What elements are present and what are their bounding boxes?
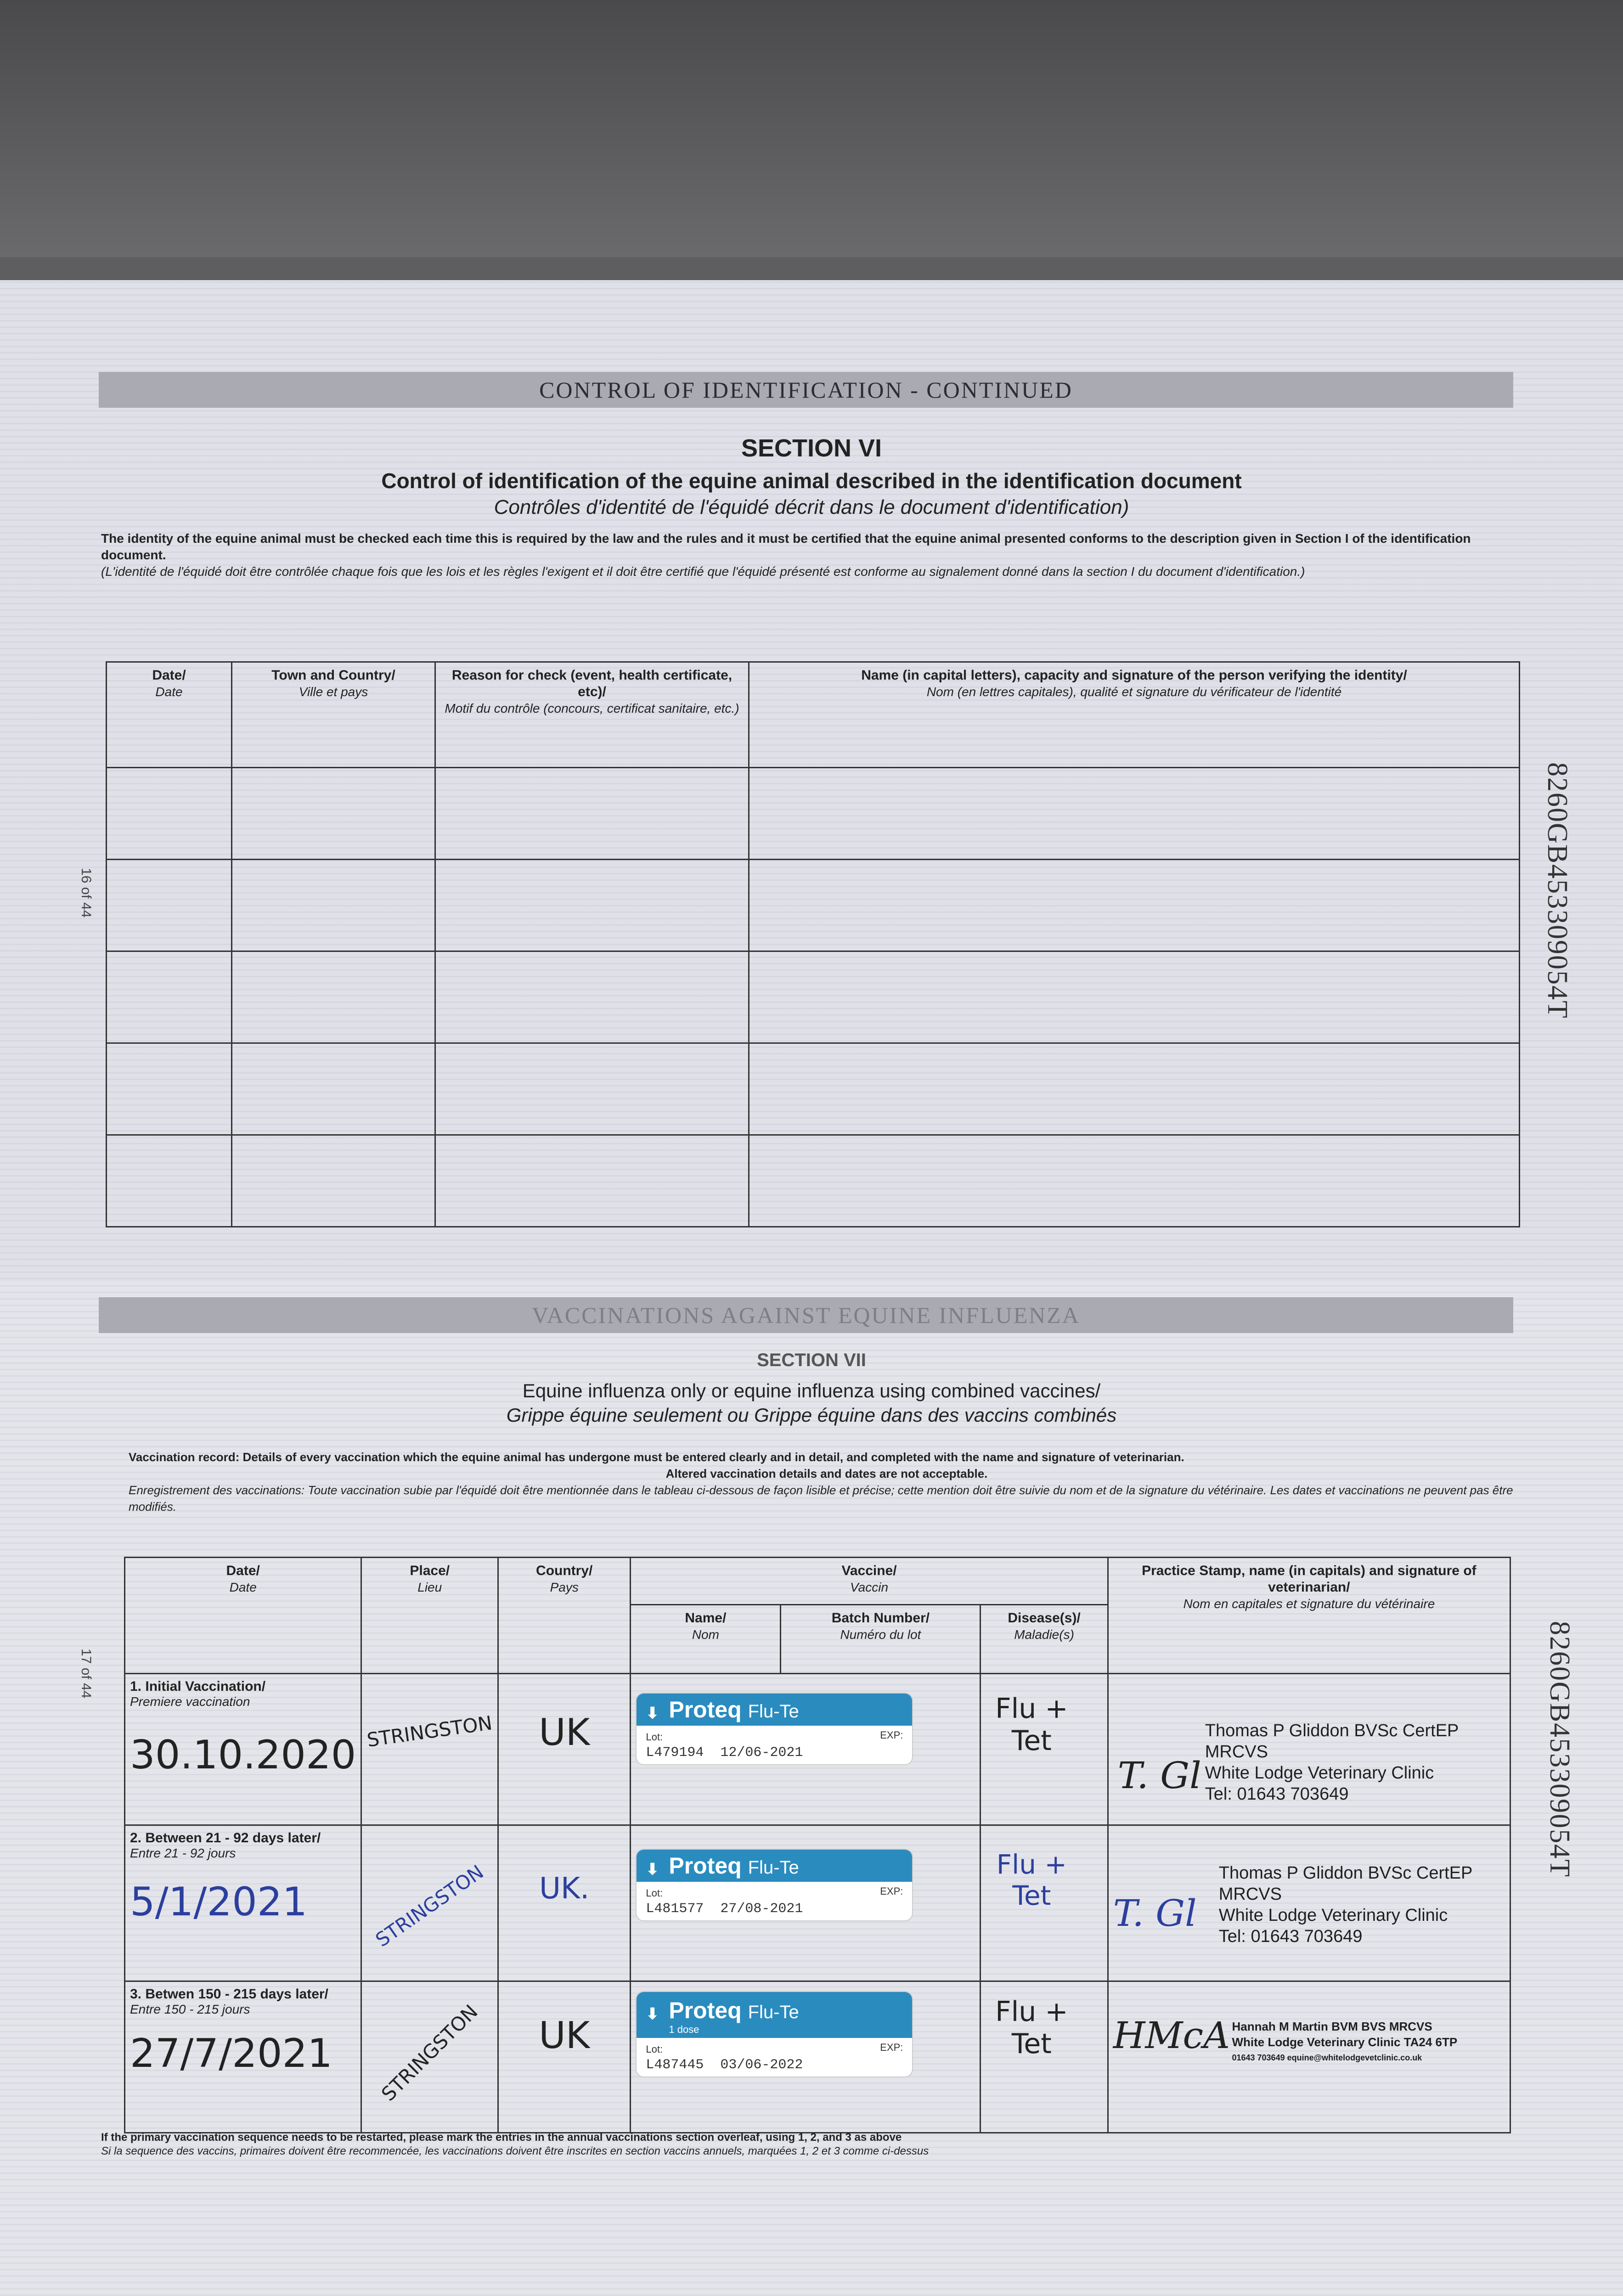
vaccination-row-1 — [125, 1674, 1510, 1825]
col-date: Date/ Date — [125, 1558, 361, 1674]
col-batch: Batch Number/ Numéro du lot — [781, 1605, 981, 1674]
vaccine-sticker-cell — [631, 1674, 981, 1825]
vaccine-sticker-cell — [631, 1981, 981, 2133]
disease-cell: Flu + Tet — [981, 1825, 1108, 1981]
col-vaccine-name: Name/ Nom — [631, 1605, 781, 1674]
arrow-icon: ⬇ — [646, 1705, 659, 1722]
stamp-cell: HMcA Hannah M Martin BVM BVS MRCVS White Lodge Veterinary Clinic TA24 6TP 01643 703649 equine@whitelodgevetclinic.co.uk — [1108, 1981, 1510, 2133]
identification-table — [106, 661, 1520, 1227]
col-vaccine: Vaccine/ Vaccin — [631, 1558, 1108, 1605]
intro-french: (L'identité de l'équidé doit être contrôlée chaque fois que les lois et les règles l'exigent et il doit être certifié que l'équidé présenté est conforme au signalement donné dans la section I du document d'identification.) — [101, 564, 1305, 579]
vaccine-sticker: ⬇ Proteq Flu-Te 1 dose Lot: EXP: L487445 03/06-2022 — [636, 1991, 913, 2077]
intro-text — [101, 530, 1488, 580]
stamp-cell: Thomas P Gliddon BVSc CertEP MRCVS White Lodge Veterinary Clinic Tel: 01643 703649 T. Gl — [1108, 1674, 1510, 1825]
vaccine-sticker: ⬇ Proteq Flu-Te Lot: EXP: L479194 12/06-2021 — [636, 1693, 913, 1765]
record-text: Vaccination record: Details of every vaccination which the equine animal has undergone must be entered clearly and in detail, and completed with the name and signature of veterinarian. Altered vaccination details and dates are not acceptable. Enregistrement des vaccinations: Toute vaccination subie par l'équidé doit être mentionnée dans le tableau ci-dessous de façon lisible et précise; cette mention doit être suivie du nom et de la signature du vétérinaire. Les dates et vaccinations ne peuvent pas être modifiés. — [129, 1450, 1513, 1514]
disease-cell: Flu + Tet — [981, 1981, 1108, 2133]
section-title: SECTION VII — [757, 1350, 866, 1370]
arrow-icon: ⬇ — [646, 2005, 659, 2023]
section-banner: VACCINATIONS AGAINST EQUINE INFLUENZA — [99, 1297, 1513, 1333]
footnote: If the primary vaccination sequence needs to be restarted, please mark the entries in the annual vaccinations section overleaf, using 1, 2, and 3 as above Si la sequence des vaccins, primaires doivent être recommencée, les vaccinations doivent être inscrites en section vaccins annuels, marquées 1, 2 et 3 comme ci-dessus — [101, 2131, 929, 2157]
arrow-icon: ⬇ — [646, 1861, 659, 1878]
stamp-cell: Thomas P Gliddon BVSc CertEP MRCVS White Lodge Veterinary Clinic Tel: 01643 703649 T. Gl — [1108, 1825, 1510, 1981]
section-title: SECTION VI — [741, 434, 882, 462]
table-row — [107, 951, 1520, 1043]
vaccine-sticker: ⬇ Proteq Flu-Te Lot: EXP: L481577 27/08-2021 — [636, 1849, 913, 1921]
intro-english: The identity of the equine animal must be checked each time this is required by the law and the rules and it must be certified that the equine animal presented conforms to the description given in Section I of the identification document. — [101, 531, 1471, 562]
page-number: 16 of 44 — [79, 868, 94, 918]
country-cell: UK — [498, 1674, 631, 1825]
col-place: Place/ Lieu — [361, 1558, 498, 1674]
title-english: Control of identification of the equine animal described in the identification document — [381, 469, 1242, 493]
place-cell: STRINGSTON — [361, 1825, 498, 1981]
col-date: Date/ Date — [107, 662, 232, 768]
date-cell: 2. Between 21 - 92 days later/ Entre 21 - 92 jours 5/1/2021 — [125, 1825, 361, 1981]
country-cell: UK — [498, 1981, 631, 2133]
vet-signature: T. Gl — [1113, 1892, 1197, 1935]
passport-page-16 — [0, 280, 1623, 1286]
place-cell: STRINGSTON — [361, 1981, 498, 2133]
col-stamp: Practice Stamp, name (in capitals) and signature of veterinarian/ Nom en capitales et signature du vétérinaire — [1108, 1558, 1510, 1674]
date-cell: 1. Initial Vaccination/ Premiere vaccination 30.10.2020 — [125, 1674, 361, 1825]
section-banner: CONTROL OF IDENTIFICATION - CONTINUED — [99, 372, 1513, 408]
table-row — [107, 768, 1520, 860]
date-handwritten: 30.10.2020 — [130, 1732, 356, 1778]
table-row — [107, 860, 1520, 951]
page-number: 17 of 44 — [79, 1649, 94, 1699]
date-handwritten: 5/1/2021 — [130, 1879, 308, 1925]
title-french: Grippe équine seulement ou Grippe équine dans des vaccins combinés — [506, 1404, 1117, 1426]
col-disease: Disease(s)/ Maladie(s) — [981, 1605, 1108, 1674]
disease-cell: Flu + Tet — [981, 1674, 1108, 1825]
ueln-number: 8260GB453309054T — [1544, 1621, 1575, 1878]
table-row — [107, 1135, 1520, 1227]
date-handwritten: 27/7/2021 — [130, 2031, 332, 2077]
passport-page-17 — [0, 1281, 1623, 2296]
col-country: Country/ Pays — [498, 1558, 631, 1674]
ueln-number: 8260GB453309054T — [1542, 762, 1573, 1019]
place-cell: STRINGSTON — [361, 1674, 498, 1825]
vaccination-row-2 — [125, 1825, 1510, 1981]
vet-signature: HMcA — [1113, 2014, 1230, 2057]
col-verifier: Name (in capital letters), capacity and signature of the person verifying the identity/ Nom (en lettres capitales), qualité et signature du vérificateur de l'identité — [749, 662, 1520, 768]
title-french: Contrôles d'identité de l'équidé décrit dans le document d'identification) — [494, 496, 1129, 518]
vaccination-table — [124, 1557, 1511, 2133]
date-cell: 3. Betwen 150 - 215 days later/ Entre 150 - 215 jours 27/7/2021 — [125, 1981, 361, 2133]
vaccination-row-3 — [125, 1981, 1510, 2133]
vaccine-sticker-cell — [631, 1825, 981, 1981]
vet-signature: T. Gl — [1117, 1754, 1201, 1797]
background-dark — [0, 0, 1623, 257]
col-town: Town and Country/ Ville et pays — [232, 662, 435, 768]
country-cell: UK. — [498, 1825, 631, 1981]
col-reason: Reason for check (event, health certificate, etc)/ Motif du contrôle (concours, certificat sanitaire, etc.) — [435, 662, 749, 768]
table-row — [107, 1043, 1520, 1135]
title-english: Equine influenza only or equine influenza using combined vaccines/ — [522, 1380, 1101, 1401]
